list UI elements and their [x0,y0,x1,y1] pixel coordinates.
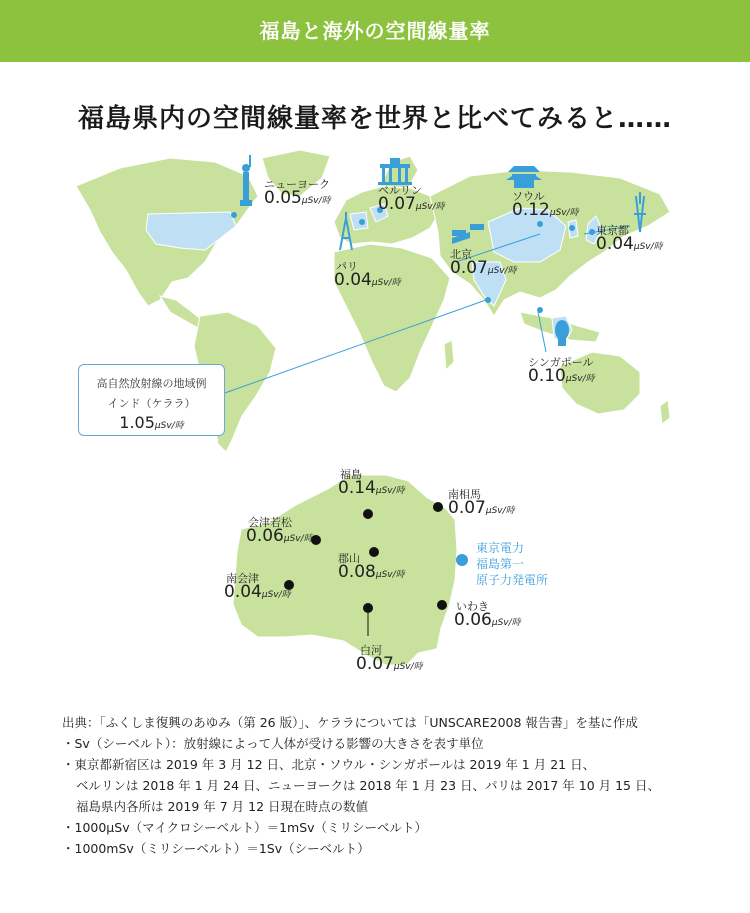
dot-kerala [485,297,491,303]
note-dates-2: ベルリンは 2018 年 1 月 24 日、ニューヨークは 2018 年 1 月 23 日、パリは 2017 年 10 月 15 日、 [76,778,660,793]
dot-seoul [569,225,575,231]
power-plant-label [476,540,548,588]
unit-text: μSv/時 [491,618,521,628]
unit-text: μSv/時 [549,208,579,218]
newyork-label: ニューヨーク [264,178,330,191]
footnotes [62,712,722,859]
power-plant-line2: 福島第一 [476,557,525,571]
paris-value: 0.04μSv/時 [334,270,401,290]
kerala-place: インド（ケララ） [107,397,196,410]
fukushima-label: 福島 [340,468,362,481]
unit-text: μSv/時 [633,242,663,252]
note-msv: ・1000mSv（ミリシーベルト）＝1Sv（シーベルト） [62,841,370,856]
tokyo-value: 0.04μSv/時 [596,234,663,254]
aizuwakamatsu-value: 0.06μSv/時 [246,526,313,546]
koriyama-value: 0.08μSv/時 [338,562,405,582]
beijing-label: 北京 [450,248,472,261]
note-source: 出典：「ふくしま復興のあゆみ（第 26 版）」、ケララについては「UNSCARE2008 報告書」を基に作成 [62,715,638,730]
marker-shirakawa [363,603,373,613]
iwaki-value: 0.06μSv/時 [454,610,521,630]
note-dates-1: ・東京都新宿区は 2019 年 3 月 12 日、北京・ソウル・シンガポールは 2019 年 1 月 21 日、 [62,757,596,772]
marker-fukushima [363,509,373,519]
unit-text: μSv/時 [485,506,515,516]
power-plant-marker [456,554,468,566]
unit-text: μSv/時 [154,421,184,431]
paris-label: パリ [336,260,358,273]
unit-text: μSv/時 [371,278,401,288]
unit-text: μSv/時 [375,486,405,496]
seoul-label: ソウル [512,190,545,203]
shirakawa-label: 白河 [360,644,382,657]
marker-koriyama [369,547,379,557]
newyork-value: 0.05μSv/時 [264,188,331,208]
dot-beijing [537,221,543,227]
minamiaizu-value: 0.04μSv/時 [224,582,291,602]
marker-iwaki [437,600,447,610]
shirakawa-value: 0.07μSv/時 [356,654,423,674]
power-plant-line3: 原子力発電所 [476,573,549,587]
fukushima-value: 0.14μSv/時 [338,478,405,498]
new-zealand [660,400,670,424]
tokyo-label: 東京都 [596,224,629,237]
usa-highlight [146,212,236,250]
central-america [160,296,204,328]
unit-text: μSv/時 [415,202,445,212]
berlin-label: ベルリン [378,184,422,197]
header-title: 福島と海外の空間線量率 [259,19,491,43]
beijing-value: 0.07μSv/時 [450,258,517,278]
dot-newyork [231,212,237,218]
unit-text: μSv/時 [393,662,423,672]
unit-text: μSv/時 [375,570,405,580]
kerala-value: 1.05μSv/時 [119,413,184,432]
singapore-value: 0.10μSv/時 [528,366,595,386]
dot-tokyo [589,229,595,235]
minamisoma-label: 南相馬 [448,488,481,501]
note-sv: ・Sv（シーベルト）：放射線によって人体が受ける影響の大きさを表す単位 [62,736,484,751]
dot-paris [359,219,365,225]
singapore-label: シンガポール [528,356,594,369]
unit-text: μSv/時 [487,266,517,276]
unit-text: μSv/時 [283,534,313,544]
kerala-callout [78,364,225,436]
marker-minamisoma [433,502,443,512]
unit-text: μSv/時 [261,590,291,600]
seoul-value: 0.12μSv/時 [512,200,579,220]
minamiaizu-label: 南会津 [226,572,259,585]
koriyama-label: 郡山 [338,552,360,565]
unit-text: μSv/時 [301,196,331,206]
headline: 福島県内の空間線量率を世界と比べてみると…… [77,104,672,134]
power-plant-line1: 東京電力 [476,541,525,555]
note-dates-3: 福島県内各所は 2019 年 7 月 12 日現在時点の数値 [76,799,369,814]
madagascar [444,340,454,370]
merlion-icon [555,320,569,346]
note-usv: ・1000μSv（マイクロシーベルト）＝1mSv（ミリシーベルト） [62,820,428,835]
berlin-value: 0.07μSv/時 [378,194,445,214]
aizuwakamatsu-label: 会津若松 [248,516,292,529]
iwaki-label: いわき [456,600,489,613]
minamisoma-value: 0.07μSv/時 [448,498,515,518]
unit-text: μSv/時 [565,374,595,384]
dot-singapore [537,307,543,313]
kerala-title: 高自然放射線の地域例 [96,377,207,390]
